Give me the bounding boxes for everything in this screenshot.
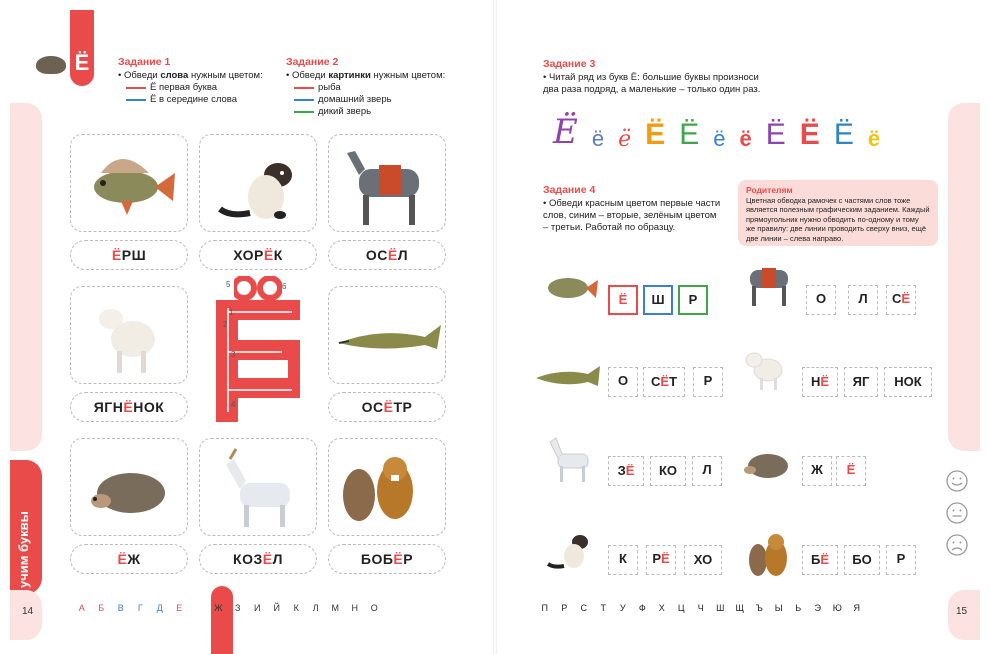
ferret-small-icon [546,528,596,574]
legend-line-red [294,87,314,89]
page-number-left: 14 [22,606,34,617]
alphabet-right [535,603,867,613]
alphabet-letter: Ш [716,603,725,613]
stroke-num-1: 1 [229,308,234,317]
part-box[interactable]: Ё [836,456,866,486]
stroke-num-4: 4 [231,400,236,409]
word-label-3[interactable]: ОСЁЛ [328,240,446,270]
part-box[interactable]: БЁ [802,545,838,575]
part-box[interactable]: Ё [608,285,638,315]
task-1-legend-1: Ё первая буква [118,82,278,94]
part-box[interactable]: Ш [643,285,673,315]
left-section-tab [10,460,42,594]
part-box[interactable]: Ж [802,456,832,486]
part-box[interactable]: КО [650,456,686,486]
hedgehog-small-icon [742,448,792,482]
card-hedgehog[interactable] [70,438,188,536]
alphabet-letter: Ы [774,603,783,613]
ferret-icon [200,135,318,233]
alphabet-letter: Ф [638,603,646,613]
reading-letter: Ё [645,118,666,151]
part-box[interactable]: БО [844,545,880,575]
goat-small-icon [544,432,594,486]
task-1-text: • Обведи слова нужным цветом: [118,70,263,81]
self-assessment-faces [946,470,968,556]
card-lamb[interactable] [70,286,188,384]
alphabet-letter: А [78,603,85,613]
task-2-text: • Обведи картинки нужным цветом: [286,70,446,81]
part-box[interactable]: СЁ [886,285,916,315]
word-label-8[interactable]: БОБЁР [328,544,446,574]
alphabet-letter: У [619,603,626,613]
part-box[interactable]: Л [692,456,722,486]
reading-letter: ё [867,126,881,151]
yo-dots [234,276,282,300]
hedgehog-icon [36,56,66,74]
alphabet-letter: Ё [194,601,203,615]
sturgeon-small-icon [532,358,602,394]
card-donkey[interactable] [328,134,446,232]
alphabet-left [72,603,384,617]
sad-face-icon[interactable] [946,534,968,556]
word-label-2[interactable]: ХОРЁК [199,240,317,270]
book-spine [493,0,497,654]
alphabet-letter: Ч [697,603,704,613]
word-label-1[interactable]: ЁРШ [70,240,188,270]
task-1-legend-2: Ё в середине слова [118,94,278,106]
lamb-small-icon [742,346,788,392]
part-box[interactable]: Р [886,545,916,575]
reading-letter: Ё [833,118,854,151]
stroke-num-6: 6 [282,282,287,291]
alphabet-letter: Ю [832,603,842,613]
left-side-strip [10,103,42,451]
neutral-face-icon[interactable] [946,502,968,524]
part-box[interactable]: ХО [684,545,722,575]
donkey-icon [329,135,447,233]
card-goat[interactable] [199,438,317,536]
alphabet-letter: С [580,603,587,613]
alphabet-letter: П [541,603,548,613]
legend-line-blue [294,99,314,101]
part-box[interactable]: РЁ [646,545,676,575]
part-box[interactable]: ЯГ [844,367,878,397]
part-box[interactable]: О [806,285,836,315]
word-label-7[interactable]: КОЗЁЛ [199,544,317,574]
reading-letter: Ё [765,118,786,151]
alphabet-letter: Д [156,603,163,613]
reading-letter: Ё [553,112,578,152]
part-box[interactable]: СЁТ [643,367,685,397]
card-ferret[interactable] [199,134,317,232]
parents-note [738,180,938,246]
alphabet-letter: Р [561,603,568,613]
reading-letter: ё [591,126,605,151]
sturgeon-icon [329,287,447,385]
stroke-num-5: 5 [226,280,231,289]
part-box[interactable]: О [608,367,638,397]
task-4-title: Задание 4 [543,184,596,196]
alphabet-letter: В [117,603,124,613]
alphabet-letter: Е [176,603,183,613]
task-2-legend-1: рыба [286,82,466,94]
hedgehog-icon [71,439,189,537]
alphabet-letter: Ь [795,603,802,613]
legend-line-green [294,111,314,113]
word-label-4[interactable]: ЯГНЁНОК [70,392,188,422]
task-3-text: • Читай ряд из букв Ё: большие буквы произноси два раза подряд, а маленькие – только один раз. [543,72,761,95]
task-4 [543,184,723,234]
task-1-title: Задание 1 [118,56,171,68]
word-label-5[interactable]: ОСЁТР [328,392,446,422]
part-box[interactable]: Р [678,285,708,315]
alphabet-letter: Э [814,603,821,613]
alphabet-letter: Б [98,603,105,613]
part-box[interactable]: НЁ [802,367,838,397]
donkey-small-icon [736,250,796,308]
alphabet-letter: Х [658,603,665,613]
page-number-right: 15 [956,606,968,617]
alphabet-letter: Й [273,603,280,613]
alphabet-letter: Ц [677,603,685,613]
alphabet-letter: Г [137,603,143,613]
happy-face-icon[interactable] [946,470,968,492]
reading-letter: ё [618,127,632,152]
big-letter-yo [216,300,300,422]
current-letter-marker [211,586,233,654]
word-label-6[interactable]: ЁЖ [70,544,188,574]
right-side-strip [948,103,980,451]
part-box[interactable]: НОК [884,367,932,397]
task-1 [118,56,278,106]
alphabet-letter: М [331,603,339,613]
alphabet-letter: Т [600,603,606,613]
reading-letter: Ё [799,118,820,151]
task-2 [286,56,466,118]
task-3 [543,58,773,96]
reading-letter: Ё [679,118,700,151]
reading-letter: ё [739,126,752,151]
parents-text: Цветная обводка рамочек с частями слов тоже является полезным графическим заданием. Каждый прямоугольник нужно обводить по-одному и тому же правилу: две линии проводить сверху вниз, ещё две линии – слева направо. [746,195,930,243]
part-box[interactable]: Р [693,367,723,397]
alphabet-letter: Ж [214,603,223,613]
alphabet-letter: О [370,603,378,613]
task-4-text: • Обведи красным цветом первые части слов, синим – вторые, зелёным цветом – третьи. Работай по образцу. [543,198,721,233]
legend-line-blue [126,99,146,101]
lamb-icon [71,287,189,385]
card-fish[interactable] [70,134,188,232]
task-2-legend-3: дикий зверь [286,106,466,118]
part-box[interactable]: ЗЁ [608,456,644,486]
task-2-title: Задание 2 [286,56,339,68]
part-box[interactable]: Л [848,285,878,315]
card-beaver[interactable] [328,438,446,536]
stroke-num-3: 3 [231,350,236,359]
beaver-icon [329,439,447,537]
alphabet-letter: И [254,603,261,613]
beaver-small-icon [744,530,794,582]
task-3-title: Задание 3 [543,58,596,70]
goat-icon [200,439,318,537]
parents-title: Родителям [746,185,793,195]
alphabet-letter: Н [351,603,358,613]
alphabet-letter: Щ [735,603,744,613]
alphabet-letter: Ъ [755,603,763,613]
legend-line-red [126,87,146,89]
section-label: учим буквы [16,511,31,588]
ruffe-icon [71,135,189,233]
card-sturgeon[interactable] [328,286,446,384]
letter-tab: Ё [70,10,94,86]
alphabet-letter: Л [312,603,319,613]
letter-row [553,112,880,152]
part-box[interactable]: К [608,545,638,575]
alphabet-letter: Я [853,603,860,613]
stroke-num-2: 2 [223,320,228,329]
ruffe-small-icon [540,266,600,306]
task-2-legend-2: домашний зверь [286,94,466,106]
alphabet-letter: К [293,603,299,613]
reading-letter: ё [713,126,726,151]
alphabet-letter: З [235,603,241,613]
